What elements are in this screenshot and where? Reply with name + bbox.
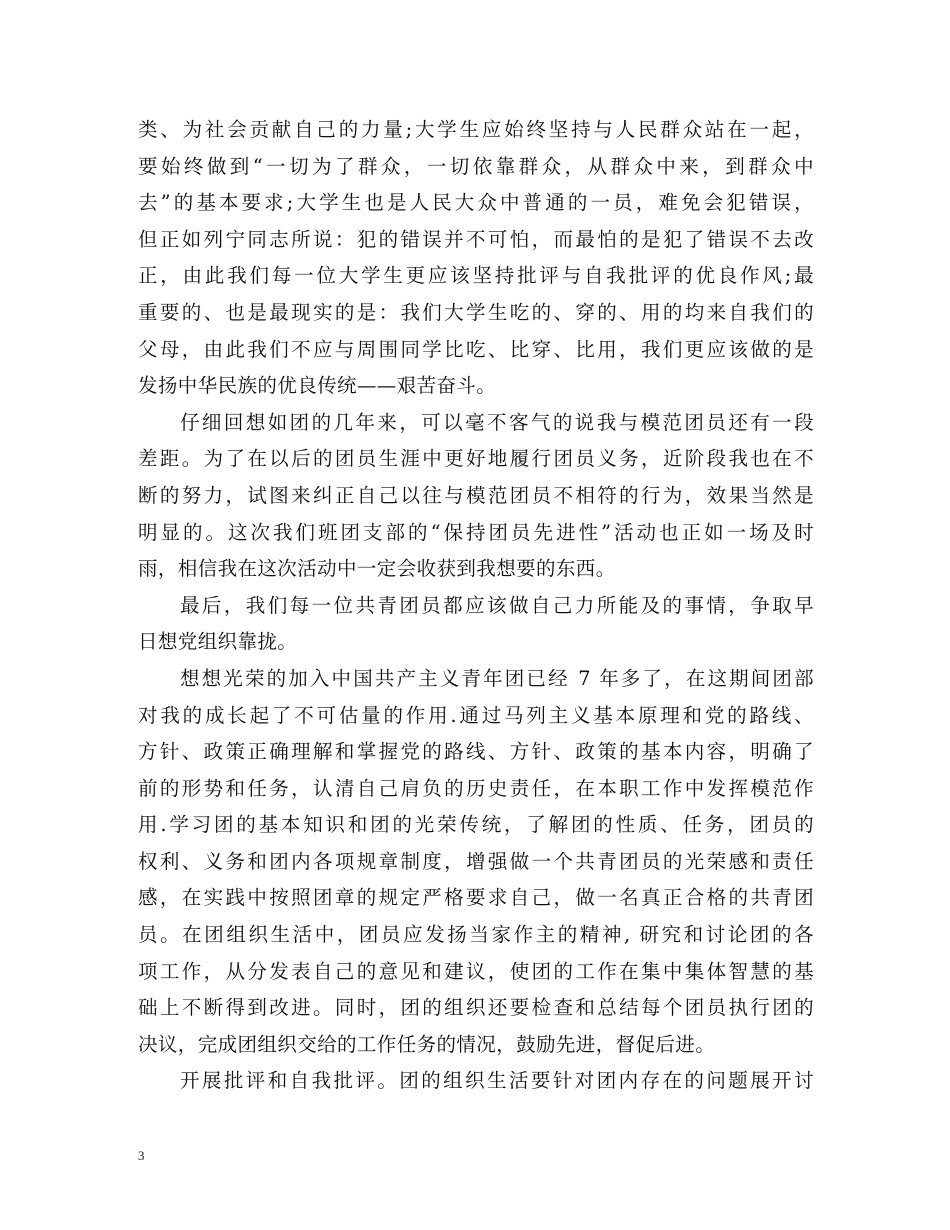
text-line: 开展批评和自我批评。团的组织生活要针对团内存在的问题展开讨 [180, 1069, 814, 1093]
text-line: 差距。为了在以后的团员生涯中更好地履行团员义务，近阶段我也在不 [138, 447, 814, 471]
text-line: 决议，完成团组织交给的工作任务的情况，鼓励先进，督促后进。 [138, 1032, 716, 1056]
text-line: 方针、政策正确理解和掌握党的路线、方针、政策的基本内容，明确了 [138, 740, 814, 764]
text-line: 想想光荣的加入中国共产主义青年团已经 7 年多了，在这期间团部 [180, 666, 814, 690]
text-line: 重要的、也是最现实的是：我们大学生吃的、穿的、用的均来自我们的 [138, 300, 814, 324]
body-text [138, 112, 814, 1100]
text-line: 权利、义务和团内各项规章制度，增强做一个共青团员的光荣感和责任 [138, 849, 814, 873]
text-line: 要始终做到“一切为了群众，一切依靠群众，从群众中来，到群众中 [138, 154, 814, 178]
text-line: 仔细回想如团的几年来，可以毫不客气的说我与模范团员还有一段 [180, 410, 814, 434]
text-line: 项工作，从分发表自己的意见和建议，使团的工作在集中集体智慧的基 [138, 959, 814, 983]
text-line: 感，在实践中按照团章的规定严格要求自己，做一名真正合格的共青团 [138, 886, 814, 910]
text-line: 类、为社会贡献自己的力量;大学生应始终坚持与人民群众站在一起， [138, 118, 814, 141]
text-line: 断的努力，试图来纠正自己以往与模范团员不相符的行为，效果当然是 [138, 483, 814, 507]
text-line: 明显的。这次我们班团支部的“保持团员先进性”活动也正如一场及时 [138, 520, 814, 544]
text-line: 最后，我们每一位共青团员都应该做自己力所能及的事情，争取早 [180, 593, 814, 617]
text-line: 前的形势和任务，认清自己肩负的历史责任，在本职工作中发挥模范作 [138, 776, 814, 800]
page-number: 3 [138, 1148, 145, 1163]
text-line: 正，由此我们每一位大学生更应该坚持批评与自我批评的优良作风;最 [138, 264, 814, 288]
text-line: 父母，由此我们不应与周围同学比吃、比穿、比用，我们更应该做的是 [138, 337, 814, 361]
text-line: 用.学习团的基本知识和团的光荣传统，了解团的性质、任务，团员的 [138, 813, 814, 837]
text-line: 但正如列宁同志所说：犯的错误并不可怕，而最怕的是犯了错误不去改 [138, 227, 814, 251]
text-line: 雨，相信我在这次活动中一定会收获到我想要的东西。 [138, 557, 616, 581]
text-line: 发扬中华民族的优良传统——艰苦奋斗。 [138, 374, 497, 398]
text-line: 础上不断得到改进。同时，团的组织还要检查和总结每个团员执行团的 [138, 996, 814, 1020]
text-line: 日想党组织靠拢。 [138, 630, 298, 654]
text-line: 对我的成长起了不可估量的作用.通过马列主义基本原理和党的路线、 [138, 703, 814, 727]
text-line: 员。在团组织生活中，团员应发扬当家作主的精神, 研究和讨论团的各 [138, 923, 814, 947]
text-line: 去”的基本要求;大学生也是人民大众中普通的一员，难免会犯错误， [138, 191, 814, 215]
